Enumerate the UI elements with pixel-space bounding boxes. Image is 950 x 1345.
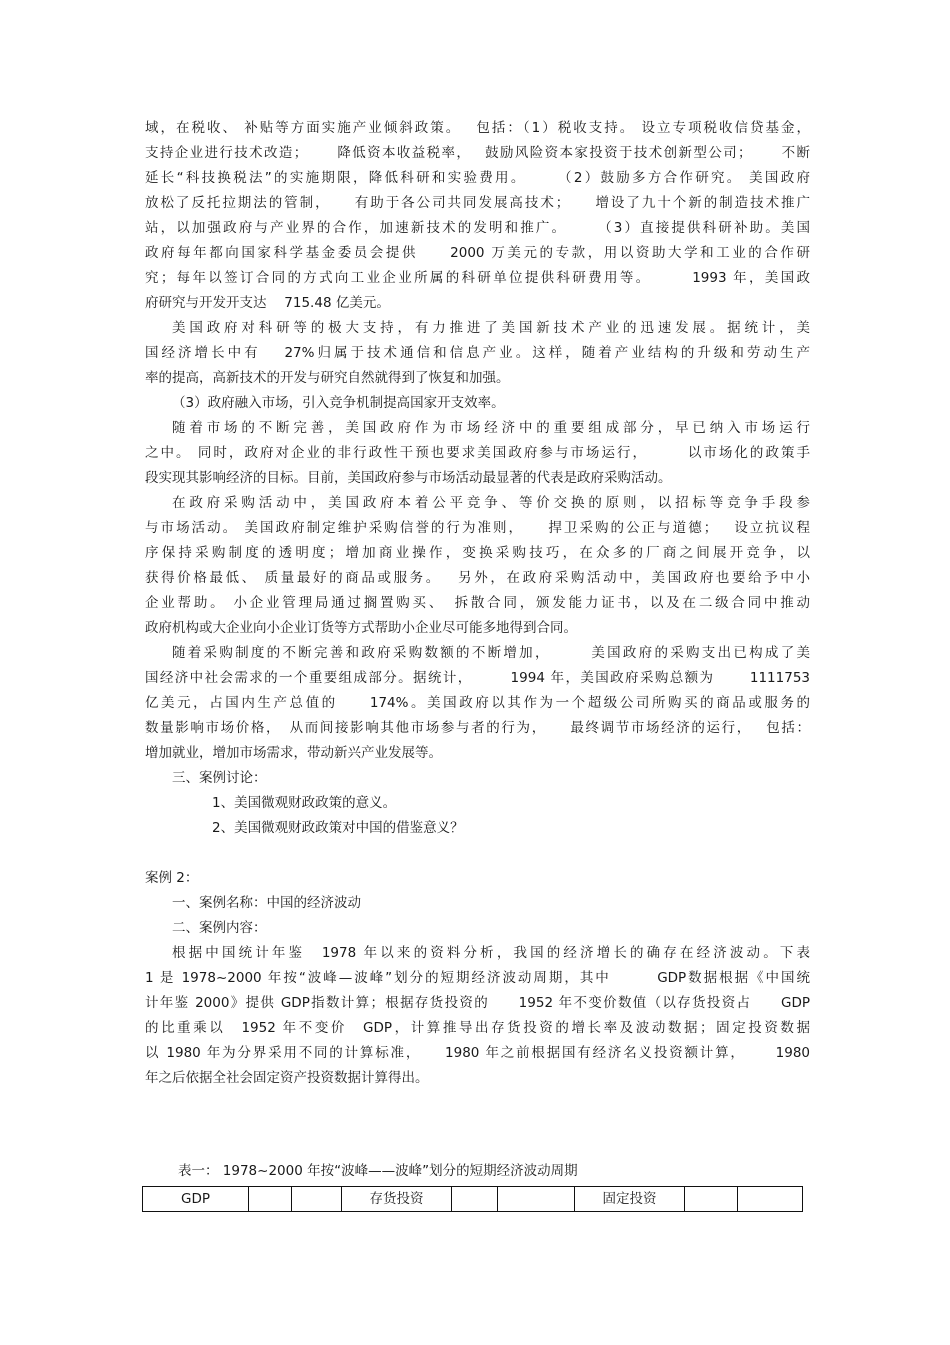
- paragraph-line: 年之后依据全社会固定资产投资数据计算得出。: [145, 1070, 429, 1086]
- paragraph-line: 之中。 同时，政府对企业的非行政性干预也要求美国政府参与市场运行， 以市场化的政策手: [145, 445, 810, 461]
- section-heading: 一、案例名称：中国的经济波动: [172, 895, 361, 911]
- paragraph-line: 序保持采购制度的透明度；增加商业操作，变换采购技巧，在众多的厂商之间展开竞争，以: [145, 545, 810, 561]
- paragraph-line: 1 是 1978~2000 年按“波峰—波峰”划分的短期经济波动周期，其中 GDP数据根据《中国统: [145, 970, 810, 986]
- paragraph-line: 随着采购制度的不断完善和政府采购数额的不断增加， 美国政府的采购支出已构成了美: [172, 645, 810, 661]
- paragraph-line: 与市场活动。 美国政府制定维护采购信誉的行为准则， 捍卫采购的公正与道德； 设立抗议程: [145, 520, 810, 536]
- paragraph-line: 计年鉴 2000》提供 GDP指数计算；根据存货投资的 1952 年不变价数值（以存货投资占 GDP: [145, 995, 810, 1011]
- table-cell: [249, 1187, 292, 1212]
- section-heading: （3）政府融入市场，引入竞争机制提高国家开支效率。: [172, 395, 505, 411]
- section-heading: 二、案例内容：: [172, 920, 267, 936]
- table-cell: GDP: [143, 1187, 249, 1212]
- paragraph-line: 在政府采购活动中，美国政府本着公平竞争、等价交换的原则，以招标等竞争手段参: [172, 495, 810, 511]
- paragraph-line: 政府机构或大企业向小企业订货等方式帮助小企业尽可能多地得到合同。: [145, 620, 577, 636]
- paragraph-line: 随着市场的不断完善，美国政府作为市场经济中的重要组成部分，早已纳入市场运行: [172, 420, 810, 436]
- paragraph-line: 亿美元，占国内生产总值的 174%。美国政府以其作为一个超级公司所购买的商品或服务的: [145, 695, 810, 711]
- table-cell: [292, 1187, 342, 1212]
- table-row: [143, 1187, 803, 1212]
- paragraph-line: 企业帮助。 小企业管理局通过搁置购买、 拆散合同，颁发能力证书，以及在二级合同中推动: [145, 595, 810, 611]
- case-title: 案例 2：: [145, 870, 199, 886]
- table-cell: [452, 1187, 498, 1212]
- paragraph-line: 站，以加强政府与产业界的合作，加速新技术的发明和推广。 （3）直接提供科研补助。美国: [145, 220, 810, 236]
- paragraph-line: 放松了反托拉期法的管制， 有助于各公司共同发展高技术； 增设了九十个新的制造技术推广: [145, 195, 810, 211]
- table-cell: [685, 1187, 738, 1212]
- table-cell: 存货投资: [342, 1187, 452, 1212]
- paragraph-line: 率的提高，高新技术的开发与研究自然就得到了恢复和加强。: [145, 370, 510, 386]
- section-heading: 三、案例讨论：: [172, 770, 267, 786]
- discussion-item: 1、美国微观财政政策的意义。: [212, 795, 397, 811]
- paragraph-line: 延长“科技换税法”的实施期限，降低科研和实验费用。 （2）鼓励多方合作研究。 美国政府: [145, 170, 810, 186]
- table-cell: 固定投资: [575, 1187, 685, 1212]
- paragraph-line: 获得价格最低、 质量最好的商品或服务。 另外，在政府采购活动中，美国政府也要给予中小: [145, 570, 810, 586]
- paragraph-line: 府研究与开发开支达 715.48 亿美元。: [145, 295, 390, 311]
- paragraph-line: 段实现其影响经济的目标。目前，美国政府参与市场活动最显著的代表是政府采购活动。: [145, 470, 672, 486]
- paragraph-line: 究；每年以签订合同的方式向工业企业所属的科研单位提供科研费用等。 1993 年，美国政: [145, 270, 810, 286]
- paragraph-line: 政府每年都向国家科学基金委员会提供 2000 万美元的专款，用以资助大学和工业的合作研: [145, 245, 810, 261]
- paragraph-line: 以 1980 年为分界采用不同的计算标准， 1980 年之前根据国有经济名义投资额计算， 1980: [145, 1045, 810, 1061]
- paragraph-line: 数量影响市场价格， 从而间接影响其他市场参与者的行为， 最终调节市场经济的运行， 包括：: [145, 720, 810, 736]
- paragraph-line: 国经济增长中有 27%归属于技术通信和信息产业。这样，随着产业结构的升级和劳动生产: [145, 345, 810, 361]
- table-cell: [738, 1187, 803, 1212]
- data-table: [142, 1186, 803, 1212]
- paragraph-line: 的比重乘以 1952 年不变价 GDP，计算推导出存货投资的增长率及波动数据；固定投资数据: [145, 1020, 810, 1036]
- paragraph-line: 增加就业，增加市场需求，带动新兴产业发展等。: [145, 745, 442, 761]
- paragraph-line: 域，在税收、 补贴等方面实施产业倾斜政策。 包括：（1）税收支持。 设立专项税收信贷基金，: [145, 120, 810, 136]
- paragraph-line: 国经济中社会需求的一个重要组成部分。据统计， 1994 年，美国政府采购总额为 1111753: [145, 670, 810, 686]
- paragraph-line: 根据中国统计年鉴 1978 年以来的资料分析，我国的经济增长的确存在经济波动。下表: [172, 945, 810, 961]
- table-cell: [498, 1187, 575, 1212]
- paragraph-line: 美国政府对科研等的极大支持，有力推进了美国新技术产业的迅速发展。据统计，美: [172, 320, 810, 336]
- discussion-item: 2、美国微观财政政策对中国的借鉴意义？: [212, 820, 464, 836]
- paragraph-line: 支持企业进行技术改造； 降低资本收益税率， 鼓励风险资本家投资于技术创新型公司； 不断: [145, 145, 810, 161]
- table-caption: 表一： 1978~2000 年按“波峰——波峰”划分的短期经济波动周期: [178, 1163, 578, 1179]
